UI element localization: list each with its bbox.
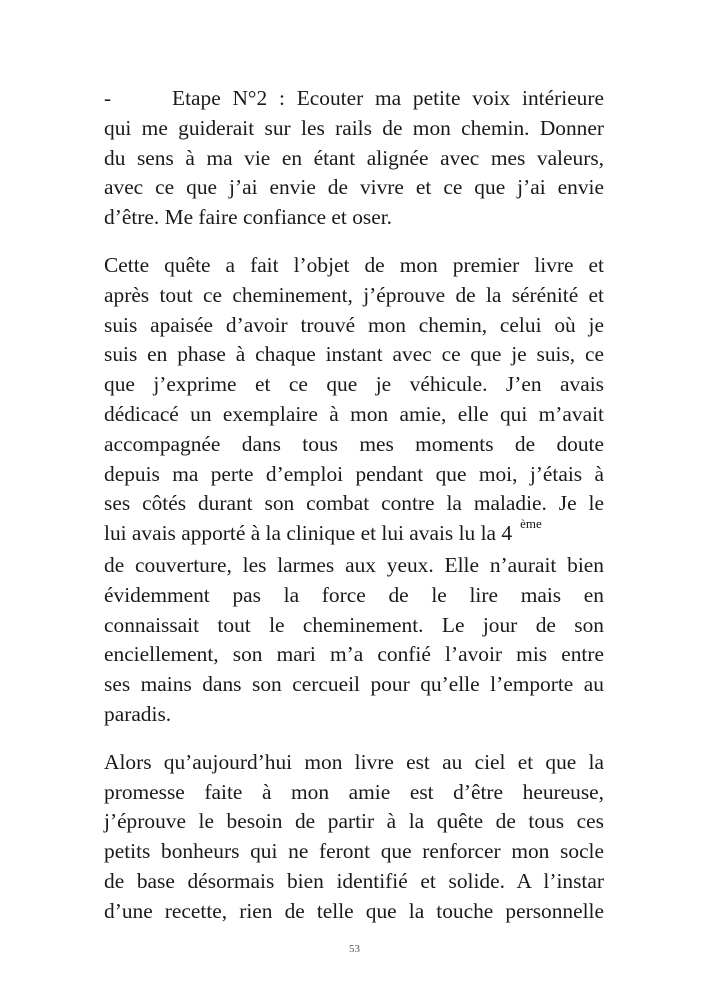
text-line: j’éprouve le besoin de partir à la quête de tous ces <box>104 809 604 834</box>
text-line: ses côtés durant son combat contre la maladie. Je le <box>104 491 604 516</box>
list-dash: - <box>104 86 112 110</box>
page-body <box>104 84 604 927</box>
text-line: depuis ma perte d’emploi pendant que moi, j’étais à <box>104 461 604 486</box>
text-line: de couverture, les larmes aux yeux. Elle n’aurait bien <box>104 552 604 577</box>
text-line: ses mains dans son cercueil pour qu’elle l’emporte au <box>104 672 604 697</box>
text-line: suis en phase à chaque instant avec ce que je suis, ce <box>104 342 604 367</box>
text-line: évidemment pas la force de le lire mais en <box>104 582 604 607</box>
paragraph-3 <box>104 748 604 927</box>
text-line: dédicacé un exemplaire à mon amie, elle qui m’avait <box>104 401 604 426</box>
text-line: de base désormais bien identifié et solide. A l’instar <box>104 868 604 893</box>
text-line: lui avais apporté à la clinique et lui avais lu la 4 $^{ème}$ <box>104 516 542 546</box>
text-line: accompagnée dans tous mes moments de doute <box>104 431 604 456</box>
text-line: d’être. Me faire confiance et oser. <box>104 205 393 230</box>
text-line: après tout ce cheminement, j’éprouve de la sérénité et <box>104 282 604 307</box>
paragraph-2 <box>104 251 604 730</box>
text-line: du sens à ma vie en étant alignée avec mes valeurs, <box>104 145 604 170</box>
text-line: paradis. <box>104 701 172 726</box>
text-line: qui me guiderait sur les rails de mon chemin. Donner <box>104 115 604 140</box>
text-line: - Etape N°2 : Ecouter ma petite voix intérieure <box>104 84 604 114</box>
text-line: Alors qu’aujourd’hui mon livre est au ciel et que la <box>104 749 604 774</box>
text-line: d’une recette, rien de telle que la touche personnelle <box>104 898 604 923</box>
text-line: suis apaisée d’avoir trouvé mon chemin, celui où je <box>104 312 604 337</box>
text-line: connaissait tout le cheminement. Le jour de son <box>104 612 604 637</box>
text-line: avec ce que j’ai envie de vivre et ce que j’ai envie <box>104 175 604 200</box>
text-line: promesse faite à mon amie est d’être heureuse, <box>104 779 604 804</box>
text-line: Cette quête a fait l’objet de mon premier livre et <box>104 252 604 277</box>
paragraph-1 <box>104 84 604 233</box>
page-number: 53 <box>349 943 360 955</box>
text-line: enciellement, son mari m’a confié l’avoir mis entre <box>104 642 604 667</box>
superscript: ème <box>520 516 542 532</box>
text-line: que j’exprime et ce que je véhicule. J’en avais <box>104 372 604 397</box>
text-line: petits bonheurs qui ne feront que renforcer mon socle <box>104 839 604 864</box>
